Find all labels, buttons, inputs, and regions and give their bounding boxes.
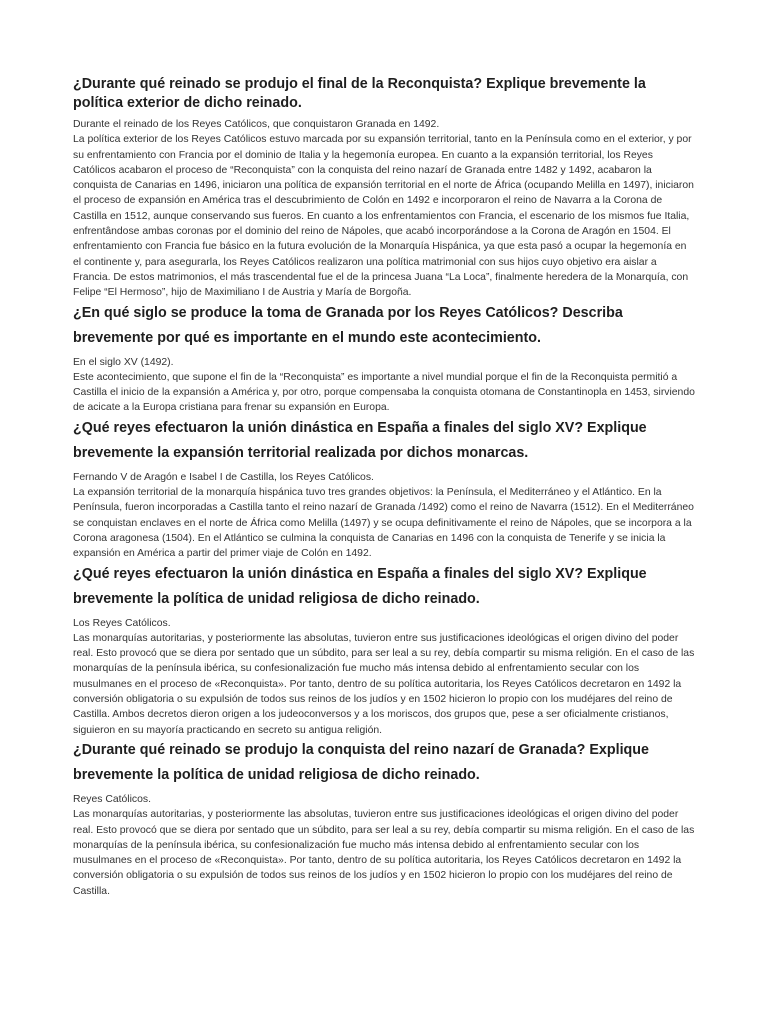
answer-body (73, 792, 696, 899)
qa-section-5 (73, 738, 696, 899)
answer-body (73, 616, 696, 738)
question-heading: ¿Durante qué reinado se produjo el final de la Reconquista? Explique brevemente la política exterior de dicho reinado. (73, 76, 646, 111)
document-page (73, 75, 696, 899)
answer-paragraph: Este acontecimiento, que supone el fin de la “Reconquista” es importante a nivel mundial porque el fin de la Reconquista permitió a Castilla el inicio de la expansión a América y, por otro, porque compensaba la conquista otomana de Constantinopla en 1453, sirviendo de acicate a la Europa cristiana para frenar su expansión en Europa. (73, 371, 695, 414)
qa-section-1 (73, 75, 696, 301)
answer-body (73, 470, 696, 562)
question-heading: ¿Qué reyes efectuaron la unión dinástica en España a finales del siglo XV? Explique brevemente la política de unidad religiosa de dicho reinado. (73, 565, 647, 607)
qa-section-4 (73, 562, 696, 738)
question-heading: ¿Durante qué reinado se produjo la conquista del reino nazarí de Granada? Explique brevemente la política de unidad religiosa de dicho reinado. (73, 741, 649, 783)
answer-paragraph: Durante el reinado de los Reyes Católicos, que conquistaron Granada en 1492. (73, 119, 440, 130)
qa-section-3 (73, 416, 696, 562)
answer-paragraph: Fernando V de Aragón e Isabel I de Castilla, los Reyes Católicos. (73, 471, 374, 483)
answer-paragraph: Los Reyes Católicos. (73, 617, 171, 629)
answer-paragraph: En el siglo XV (1492). (73, 356, 174, 368)
answer-body (73, 117, 696, 301)
answer-paragraph: La expansión territorial de la monarquía hispánica tuvo tres grandes objetivos: la Península, el Mediterráneo y el Atlántico. En la Península, fueron incorporadas a Castilla tanto el reino nazarí de Granada /1492) como el reino de Navarra (1512). En el Mediterráneo se conquistan enclaves en el norte de África como Melilla (1497) y se ocupa definitivamente el reino de Nápoles, que se incorpora a la Corona aragonesa (1504). En el Atlántico se culmina la conquista de Canarias en 1496 con la conquista de Tenerife y se inicia la expansión en América a partir del primer viaje de Colón en 1492. (73, 487, 694, 560)
answer-paragraph: Reyes Católicos. (73, 793, 151, 805)
answer-paragraph: Las monarquías autoritarias, y posteriormente las absolutas, tuvieron entre sus justificaciones ideológicas el origen divino del poder real. Esto provocó que se diera por sentado que un súbdito, para ser leal a su rey, debía compartir su misma religión. En el caso de las monarquías de la península ibérica, su confesionalización fue mucho más intensa debido al enfrentamiento secular con los musulmanes en el proceso de «Reconquista». Por tanto, dentro de su política autoritaria, los Reyes Católicos decretaron en 1492 la conversión obligatoria o su expulsión de todos sus reinos de los judíos y en 1502 hicieron lo propio con los mudéjares del reino de Castilla. (73, 809, 695, 897)
answer-paragraph: La política exterior de los Reyes Católicos estuvo marcada por su expansión territorial, tanto en la Península como en el exterior, y por su enfrentamiento con Francia por el dominio de Italia y la hegemonía europea. En cuanto a la expansión territorial, los Reyes Católicos acabaron el proceso de “Reconquista” con la conquista del reino nazarí de Granada entre 1482 y 1492, acabaron la conquista de Canarias en 1496, iniciaron una política de expansión territorial en el norte de África (ocupando Melilla en 1497), iniciaron el proceso de expansión en América tras el descubrimiento de Colón en 1492 e incorporaron el reino de Navarra a la Corona de Castilla en 1512, aunque conservando sus fueros. En cuanto a los enfrentamientos con Francia, el escenario de los mismos fue Italia, enfrentândose ambas coronas por el dominio del reino de Nápoles, que acabó incorporándose a la Corona de Aragón en 1504. El enfrentamiento con Francia fue básico en la futura evolución de la Monarquía Hispánica, ya que esta pasó a ocupar la hegemonía en el continente y, para asegurarla, los Reyes Católicos realizaron una política matrimonial con sus hijos cuyo objetivo era aislar a Francia. De estos matrimonios, el más trascendental fue el de la princesa Juana “La Loca”, finalmente heredera de la Monarquía, con Felipe “El Hermoso”, hijo de Maximiliano I de Austria y María de Borgoña. (73, 134, 694, 299)
answer-body (73, 355, 696, 416)
qa-section-2 (73, 301, 696, 416)
question-heading: ¿En qué siglo se produce la toma de Granada por los Reyes Católicos? Describa brevemente por qué es importante en el mundo este acontecimiento. (73, 304, 623, 346)
answer-paragraph: Las monarquías autoritarias, y posteriormente las absolutas, tuvieron entre sus justificaciones ideológicas el origen divino del poder real. Esto provocó que se diera por sentado que un súbdito, para ser leal a su rey, debía compartir su misma religión. En el caso de las monarquías de la península ibérica, su confesionalización fue mucho más intensa debido al enfrentamiento secular con los musulmanes en el proceso de «Reconquista». Por tanto, dentro de su política autoritaria, los Reyes Católicos decretaron en 1492 la conversión obligatoria o su expulsión de todos sus reinos de los judíos y en 1502 hicieron lo propio con los mudéjares del reino de Castilla. Ambos decretos dieron origen a los judeoconversos y a los moriscos, dos grupos que, pese a ser oficialmente cristianos, siguieron en su mayoría practicando en secreto su antigua religión. (73, 632, 695, 736)
question-heading: ¿Qué reyes efectuaron la unión dinástica en España a finales del siglo XV? Explique brevemente la expansión territorial realizada por dichos monarcas. (73, 419, 647, 461)
